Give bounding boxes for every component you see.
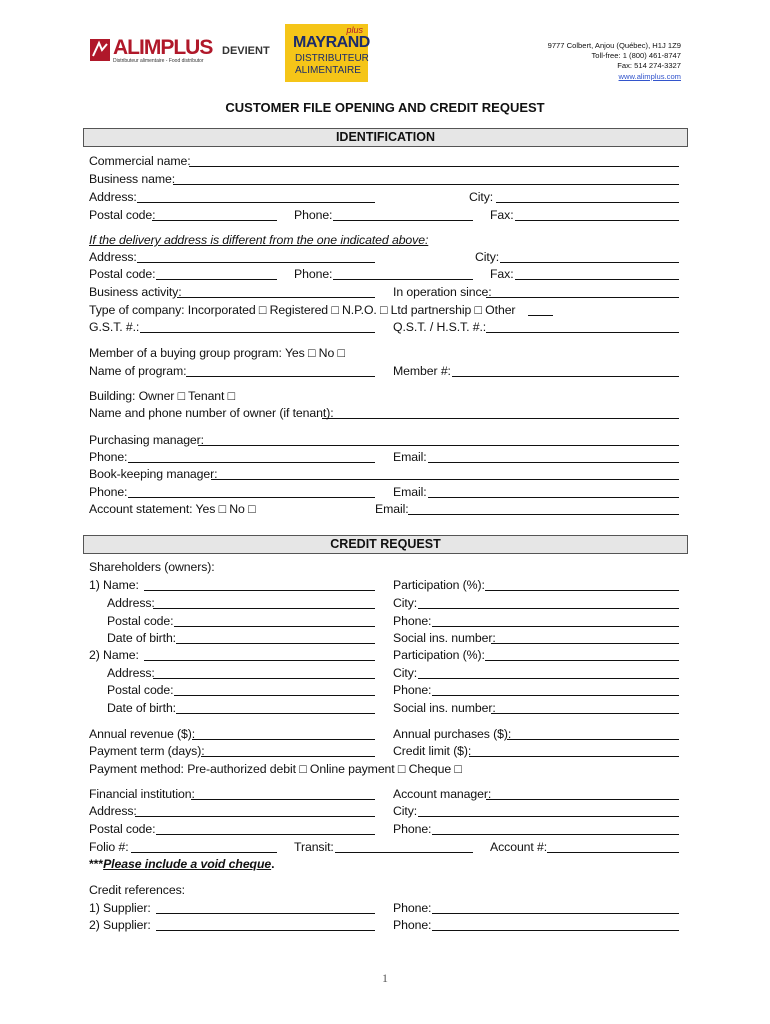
folio-field[interactable] xyxy=(131,852,277,853)
bookkeeping-manager-label: Book-keeping manager: xyxy=(89,467,218,481)
sh1-name-field[interactable] xyxy=(144,590,375,591)
sh2-city-label: City: xyxy=(393,666,418,680)
alimplus-tagline: Distributeur alimentaire - Food distributor xyxy=(113,58,204,64)
gst-field[interactable] xyxy=(140,332,375,333)
account-manager-label: Account manager: xyxy=(393,787,492,801)
folio-label: Folio #: xyxy=(89,840,129,854)
sh2-name-field[interactable] xyxy=(144,660,375,661)
sh1-sin-field[interactable] xyxy=(491,643,679,644)
program-name-field[interactable] xyxy=(186,376,375,377)
address-label: Address: xyxy=(89,190,137,204)
credit-limit-label: Credit limit ($): xyxy=(393,744,472,758)
delivery-address-field[interactable] xyxy=(137,262,375,263)
fi-address-label: Address: xyxy=(89,804,137,818)
alimplus-wordmark: ALIMPLUS xyxy=(113,36,213,59)
page-number: 1 xyxy=(382,971,388,985)
supplier2-field[interactable] xyxy=(156,930,375,931)
purchasing-email-field[interactable] xyxy=(428,462,679,463)
supplier1-phone-label: Phone: xyxy=(393,901,432,915)
sh1-phone-field[interactable] xyxy=(432,626,679,627)
payment-term-field[interactable] xyxy=(201,756,375,757)
delivery-address-label: Address: xyxy=(89,250,137,264)
sh2-dob-field[interactable] xyxy=(176,713,375,714)
sh1-address-field[interactable] xyxy=(153,608,375,609)
delivery-phone-label: Phone: xyxy=(294,267,333,281)
delivery-city-field[interactable] xyxy=(500,262,679,263)
supplier2-phone-label: Phone: xyxy=(393,918,432,932)
supplier1-phone-field[interactable] xyxy=(432,913,679,914)
mayrand-line2: ALIMENTAIRE xyxy=(295,65,361,76)
fi-postal-label: Postal code: xyxy=(89,822,156,836)
mayrand-logo xyxy=(285,24,368,82)
fi-phone-field[interactable] xyxy=(432,834,679,835)
buying-group-options[interactable]: Member of a buying group program: Yes □ No □ xyxy=(89,346,345,360)
commercial-name-label: Commercial name: xyxy=(89,154,191,168)
qst-field[interactable] xyxy=(486,332,679,333)
account-manager-field[interactable] xyxy=(486,799,679,800)
type-of-company-options[interactable]: Type of company: Incorporated □ Registered □ N.P.O. □ Ltd partnership □ Other xyxy=(89,303,516,317)
annual-revenue-label: Annual revenue ($): xyxy=(89,727,196,741)
other-company-type-field[interactable] xyxy=(528,315,553,316)
mayrand-line1: DISTRIBUTEUR xyxy=(295,53,369,64)
purchasing-manager-label: Purchasing manager: xyxy=(89,433,204,447)
devient-label: DEVIENT xyxy=(222,45,270,57)
void-cheque-note xyxy=(89,857,274,871)
annual-purchases-field[interactable] xyxy=(507,739,679,740)
delivery-postal-field[interactable] xyxy=(156,279,277,280)
sh1-dob-label: Date of birth: xyxy=(107,631,177,645)
credit-request-heading: CREDIT REQUEST xyxy=(83,535,688,554)
payment-method-options[interactable]: Payment method: Pre-authorized debit □ Online payment □ Cheque □ xyxy=(89,762,462,776)
fax-field[interactable] xyxy=(515,220,679,221)
delivery-fax-field[interactable] xyxy=(515,279,679,280)
purchasing-manager-field[interactable] xyxy=(198,445,679,446)
account-number-label: Account #: xyxy=(490,840,548,854)
qst-label: Q.S.T. / H.S.T. #.: xyxy=(393,320,487,334)
annual-revenue-field[interactable] xyxy=(192,739,375,740)
supplier2-phone-field[interactable] xyxy=(432,930,679,931)
company-website-link[interactable]: www.alimplus.com xyxy=(618,72,681,81)
payment-term-label: Payment term (days): xyxy=(89,744,205,758)
sh1-sin-label: Social ins. number: xyxy=(393,631,496,645)
in-operation-label: In operation since: xyxy=(393,285,492,299)
member-number-label: Member #: xyxy=(393,364,451,378)
sh1-city-field[interactable] xyxy=(418,608,679,609)
transit-field[interactable] xyxy=(335,852,473,853)
fi-phone-label: Phone: xyxy=(393,822,432,836)
alimplus-emblem-icon xyxy=(89,38,111,62)
credit-limit-field[interactable] xyxy=(469,756,679,757)
void-cheque-text: Please include a void cheque xyxy=(103,857,272,871)
page-title: CUSTOMER FILE OPENING AND CREDIT REQUEST xyxy=(225,100,545,115)
fi-city-field[interactable] xyxy=(418,816,679,817)
fax-label: Fax: xyxy=(490,208,514,222)
bookkeeping-email-field[interactable] xyxy=(428,497,679,498)
phone-field[interactable] xyxy=(333,220,473,221)
bookkeeping-manager-field[interactable] xyxy=(211,479,679,480)
purchasing-email-label: Email: xyxy=(393,450,427,464)
sh2-dob-label: Date of birth: xyxy=(107,701,177,715)
business-activity-field[interactable] xyxy=(177,297,375,298)
company-fax: Fax: 514 274-3327 xyxy=(617,61,681,70)
mayrand-plus: plus xyxy=(346,25,363,35)
postal-code-field[interactable] xyxy=(152,220,277,221)
program-name-label: Name of program: xyxy=(89,364,187,378)
account-statement-options[interactable]: Account statement: Yes □ No □ xyxy=(89,502,256,516)
city-label: City: xyxy=(469,190,494,204)
purchasing-phone-label: Phone: xyxy=(89,450,128,464)
bookkeeping-phone-field[interactable] xyxy=(128,497,375,498)
sh2-city-field[interactable] xyxy=(418,678,679,679)
delivery-city-label: City: xyxy=(475,250,500,264)
supplier1-field[interactable] xyxy=(156,913,375,914)
fi-city-label: City: xyxy=(393,804,418,818)
sh2-postal-field[interactable] xyxy=(174,695,375,696)
sh1-postal-field[interactable] xyxy=(174,626,375,627)
company-address: 9777 Colbert, Anjou (Québec), H1J 1Z9 xyxy=(547,41,681,50)
bookkeeping-email-label: Email: xyxy=(393,485,427,499)
delivery-address-note: If the delivery address is different from the one indicated above: xyxy=(89,233,429,247)
sh2-address-label: Address: xyxy=(107,666,155,680)
phone-label: Phone: xyxy=(294,208,333,222)
owner-name-phone-field[interactable] xyxy=(322,418,679,419)
sh2-sin-field[interactable] xyxy=(491,713,679,714)
gst-label: G.S.T. #.: xyxy=(89,320,140,334)
supplier1-label: 1) Supplier: xyxy=(89,901,151,915)
member-number-field[interactable] xyxy=(452,376,679,377)
sh2-postal-label: Postal code: xyxy=(107,683,174,697)
sh1-name-label: 1) Name: xyxy=(89,578,139,592)
financial-institution-field[interactable] xyxy=(191,799,375,800)
postal-code-label: Postal code: xyxy=(89,208,156,222)
sh2-name-label: 2) Name: xyxy=(89,648,139,662)
sh1-participation-field[interactable] xyxy=(485,590,679,591)
shareholders-label: Shareholders (owners): xyxy=(89,560,215,574)
company-tollfree: Toll-free: 1 (800) 461-8747 xyxy=(591,51,681,60)
supplier2-label: 2) Supplier: xyxy=(89,918,151,932)
building-options[interactable]: Building: Owner □ Tenant □ xyxy=(89,389,236,403)
sh1-address-label: Address: xyxy=(107,596,155,610)
city-field[interactable] xyxy=(496,202,679,203)
in-operation-field[interactable] xyxy=(486,297,679,298)
identification-heading: IDENTIFICATION xyxy=(83,128,688,147)
sh2-address-field[interactable] xyxy=(153,678,375,679)
sh2-sin-label: Social ins. number: xyxy=(393,701,496,715)
business-name-label: Business name: xyxy=(89,172,176,186)
statement-email-field[interactable] xyxy=(408,514,679,515)
void-cheque-prefix: *** xyxy=(89,857,104,871)
account-number-field[interactable] xyxy=(547,852,679,853)
bookkeeping-phone-label: Phone: xyxy=(89,485,128,499)
sh1-phone-label: Phone: xyxy=(393,614,432,628)
mayrand-wordmark: MAYRAND xyxy=(293,34,370,51)
sh1-participation-label: Participation (%): xyxy=(393,578,485,592)
fi-postal-field[interactable] xyxy=(156,834,375,835)
void-cheque-suffix: . xyxy=(271,857,275,871)
sh1-city-label: City: xyxy=(393,596,418,610)
fi-address-field[interactable] xyxy=(135,816,375,817)
annual-purchases-label: Annual purchases ($): xyxy=(393,727,512,741)
delivery-fax-label: Fax: xyxy=(490,267,514,281)
delivery-phone-field[interactable] xyxy=(333,279,473,280)
sh2-phone-label: Phone: xyxy=(393,683,432,697)
delivery-postal-label: Postal code: xyxy=(89,267,156,281)
statement-email-label: Email: xyxy=(375,502,409,516)
business-name-field[interactable] xyxy=(173,184,679,185)
commercial-name-field[interactable] xyxy=(189,166,679,167)
address-field[interactable] xyxy=(137,202,375,203)
financial-institution-label: Financial institution: xyxy=(89,787,195,801)
sh1-postal-label: Postal code: xyxy=(107,614,174,628)
transit-label: Transit: xyxy=(294,840,334,854)
alimplus-logo xyxy=(89,36,213,68)
sh2-phone-field[interactable] xyxy=(432,695,679,696)
purchasing-phone-field[interactable] xyxy=(128,462,375,463)
credit-references-label: Credit references: xyxy=(89,883,185,897)
owner-name-phone-label: Name and phone number of owner (if tenant): xyxy=(89,406,334,420)
sh2-participation-field[interactable] xyxy=(485,660,679,661)
sh1-dob-field[interactable] xyxy=(176,643,375,644)
sh2-participation-label: Participation (%): xyxy=(393,648,485,662)
business-activity-label: Business activity: xyxy=(89,285,182,299)
